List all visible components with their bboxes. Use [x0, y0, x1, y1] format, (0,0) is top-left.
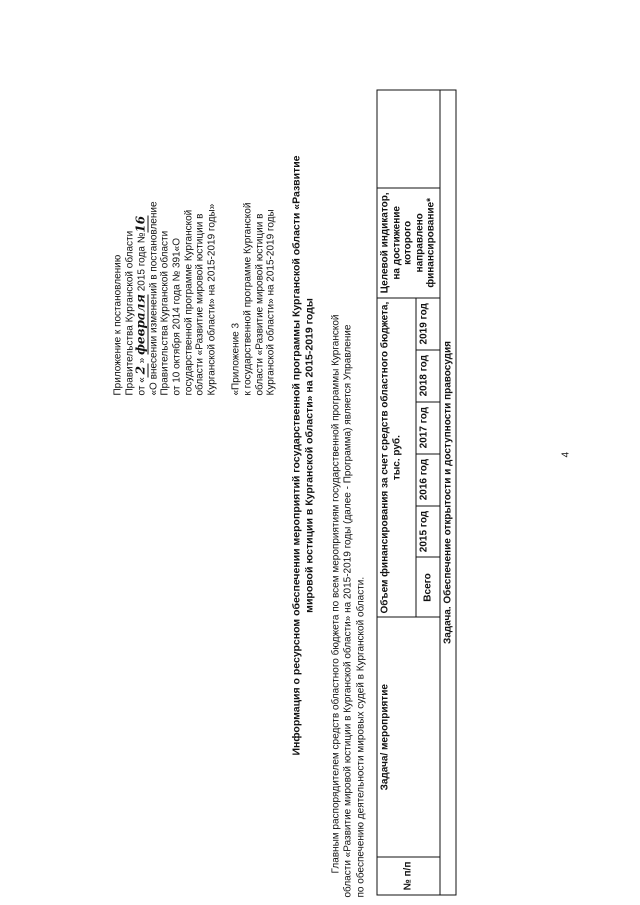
handwritten-day: 2 — [135, 363, 148, 377]
header-year: 2019 год — [416, 297, 439, 349]
appendix-line: области «Развитие мировой юстиции в — [194, 213, 206, 395]
intro-paragraph — [330, 7, 367, 897]
intro-line: Главным распорядителем средств областного бюджета по всем мероприятиям государственной программы Курганской — [330, 313, 341, 873]
appendix-line: Правительства Курганской области — [159, 230, 171, 395]
title-line: Информация о ресурсном обеспечении мероприятий государственной программы Курганской области «Развитие — [290, 154, 302, 756]
handwritten-number: 16 — [133, 215, 148, 233]
table-row — [439, 90, 456, 895]
appendix-date-line — [135, 155, 148, 395]
date-mid: » — [136, 357, 148, 363]
appendix-line: «О внесении изменений в постановление — [147, 200, 159, 395]
annex-line: Курганской области» на 2015-2019 годы — [265, 208, 277, 395]
header-empty — [377, 90, 440, 188]
header-year: 2015 год — [416, 505, 439, 557]
task-row-cell: Задача. Обеспечение открытости и доступности правосудия — [439, 90, 456, 895]
header-task: Задача/ мероприятие — [377, 617, 440, 857]
header-year: 2018 год — [416, 349, 439, 401]
header-year: 2017 год — [416, 401, 439, 453]
resource-table — [376, 89, 456, 895]
intro-line: по обеспечению деятельности мировых судей в Курганской области. — [354, 576, 366, 897]
date-prefix: от « — [136, 376, 148, 395]
intro-line: области «Развитие мировой юстиции в Курганской области» на 2015-2019 годы (далее - Программа) является Управление — [342, 324, 354, 897]
appendix-line: Приложение к постановлению — [112, 254, 123, 395]
page-number: 4 — [560, 451, 571, 457]
handwritten-month: февраля — [133, 293, 148, 355]
title-line: мировой юстиции в Курганской области» на 2015-2019 годы — [303, 297, 315, 613]
table-header-row — [377, 90, 416, 895]
header-total: Всего — [416, 557, 439, 617]
appendix-line: Курганской области» на 2015-2019 годы» — [205, 203, 217, 395]
date-year: 2015 года № — [136, 232, 148, 291]
header-indicator: Целевой индикатор, на достижение которого направлено финансирование* — [377, 187, 440, 297]
appendix-line: Правительства Курганской области — [123, 230, 135, 395]
header-num: № п/п — [377, 857, 440, 895]
appendix-line: от 10 октября 2014 года № 391«О — [170, 237, 182, 395]
annex-line: области «Развитие мировой юстиции в — [253, 213, 265, 395]
header-funding: Объем финансирования за счет средств областного бюджета, тыс. руб. — [377, 297, 416, 617]
annex-line: «Приложение 3 — [230, 322, 242, 395]
document-title — [290, 45, 316, 865]
appendix-line: государственной программе Курганской — [182, 209, 194, 395]
header-year: 2016 год — [416, 453, 439, 505]
annex-line: к государственной программе Курганской — [241, 202, 253, 395]
appendix-block — [112, 155, 277, 395]
